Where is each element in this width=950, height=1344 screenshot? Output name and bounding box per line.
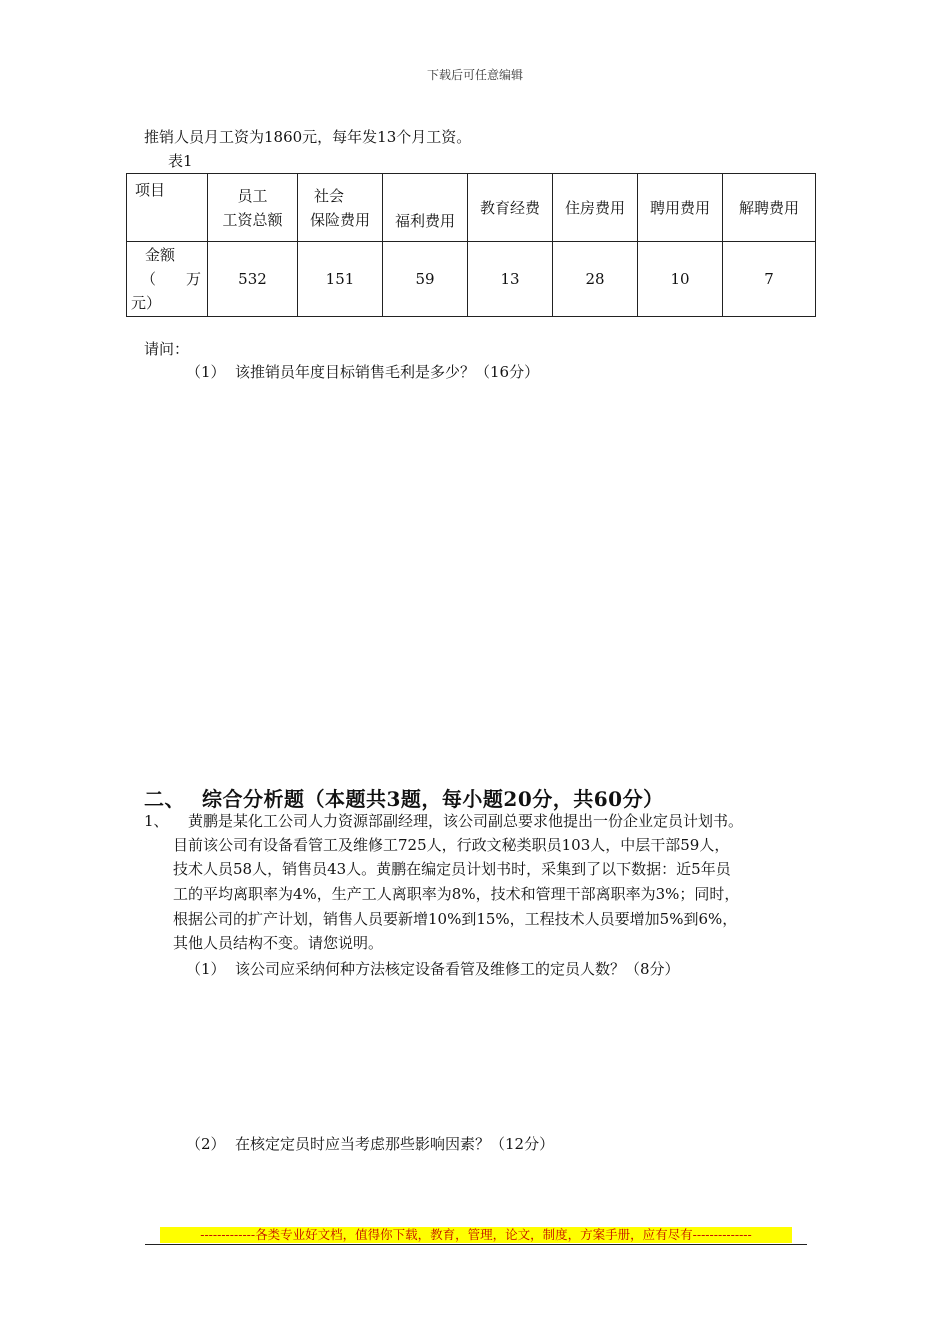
s2q2-number: （2） [186,1135,226,1153]
value-hiring: 10 [638,242,723,317]
value-social: 151 [298,242,383,317]
header-salary-line2: 工资总额 [222,210,283,229]
header-education-label: 教育经费 [479,198,540,217]
header-hiring-label: 聘用费用 [649,198,710,217]
q1-text: 该推销员年度目标销售毛利是多少？（16分） [235,363,540,381]
footer-divider [145,1244,807,1245]
amount-label-unit: 万 [185,270,201,288]
case-line-5: 根据公司的扩产计划，销售人员要新增10%到15%，工程技术人员要增加5%到6%， [173,910,738,928]
value-dismissal: 7 [723,242,816,317]
section2-number: 二、 [144,787,185,811]
header-dismissal-label: 解聘费用 [738,198,799,217]
amount-label-line3: 元） [131,294,162,312]
amount-label-line2 [131,267,207,291]
header-social-line1: 社会 [314,186,345,205]
case-line-3: 技术人员58人，销售员43人。黄鹏在编定员计划书时，采集到了以下数据：近5年员 [173,860,731,878]
header-salary-line1: 员工 [237,186,268,205]
case-line-4: 工的平均离职率为4%，生产工人离职率为8%，技术和管理干部离职率为3%；同时， [173,885,740,903]
section2-title: 综合分析题（本题共3题，每小题20分，共60分） [202,787,664,811]
cost-table [126,173,816,317]
header-cell-education [468,174,553,242]
s2q2-text: 在核定定员时应当考虑那些影响因素？（12分） [235,1135,555,1153]
header-cell-salary [208,174,298,242]
header-cell-housing [553,174,638,242]
case-line-6: 其他人员结构不变。请您说明。 [173,934,384,952]
header-housing-label: 住房费用 [564,198,625,217]
page-header: 下载后可任意编辑 [426,68,523,82]
table-caption: 表1 [168,152,193,170]
s2q1-text: 该公司应采纳何种方法核定设备看管及维修工的定员人数？（8分） [235,960,680,978]
header-cell-dismissal [723,174,816,242]
amount-label-paren: （ [141,270,157,288]
header-cell-item [127,174,208,242]
value-salary: 532 [208,242,298,317]
intro-line: 推销人员月工资为1860元，每年发13个月工资。 [144,128,472,146]
header-cell-welfare [383,174,468,242]
header-social-line2: 保险费用 [309,210,370,229]
value-education: 13 [468,242,553,317]
amount-label-cell [127,242,208,317]
question-intro: 请问： [144,340,190,358]
amount-label-line1: 金额 [145,246,176,264]
case-line-1: 黄鹏是某化工公司人力资源部副经理，该公司副总要求他提出一份企业定员计划书。 [188,812,744,830]
case-number: 1、 [144,812,169,830]
table-header-row [127,174,816,242]
footer-banner: -------------各类专业好文档，值得你下载，教育，管理，论文，制度，方案手册，应有尽有-------------- [160,1227,792,1243]
header-welfare-label: 福利费用 [394,212,455,230]
case-line-2: 目前该公司有设备看管工及维修工725人，行政文秘类职员103人，中层干部59人， [173,836,730,854]
header-item-label: 项目 [135,181,166,199]
value-housing: 28 [553,242,638,317]
header-cell-hiring [638,174,723,242]
value-welfare: 59 [383,242,468,317]
s2q1-number: （1） [186,960,226,978]
table-amount-row [127,242,816,317]
header-cell-social [298,174,383,242]
q1-number: （1） [186,363,226,381]
